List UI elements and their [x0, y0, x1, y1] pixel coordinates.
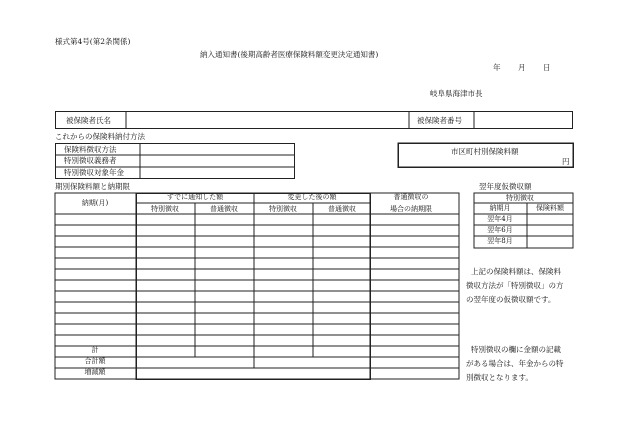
city-premium-unit: 円: [562, 157, 570, 166]
schedule-row-total: 計: [91, 346, 99, 354]
document-title: 納入通知書(後期高齢者医療保険料額変更決定通知書): [200, 50, 379, 59]
date-year: 年: [493, 63, 501, 72]
next-year-month: 翌年6月: [487, 226, 513, 234]
schedule-row-sum: 合計額: [84, 357, 106, 365]
next-year-col-month: 納期月: [489, 204, 511, 212]
note1-line: 上記の保険料額は、保険料: [471, 267, 561, 276]
schedule-title: 期別保険料額と納期限: [55, 182, 130, 191]
schedule-col-notified-normal: 普通徴収: [210, 205, 238, 213]
note2-line: がある場合は、年金からの特: [466, 359, 564, 368]
payment-method-row: 特別徴収義務者: [64, 156, 117, 165]
next-year-title: 翌年度仮徴収額: [479, 182, 532, 191]
note2-line: 別徴収となります。: [466, 373, 533, 382]
next-year-month: 翌年4月: [487, 215, 513, 223]
city-premium-label: 市区町村別保険料額: [451, 147, 519, 156]
issuer: 岐阜県海津市長: [430, 89, 483, 98]
note2-line: 特別徴収の欄に金額の記載: [471, 345, 561, 354]
schedule-col-changed: 変更した後の額: [287, 193, 337, 201]
schedule-col-changed-special: 特別徴収: [269, 205, 297, 213]
schedule-col-notified-special: 特別徴収: [151, 205, 179, 213]
schedule-row-diff: 増減額: [84, 368, 106, 376]
note1-line: の翌年度の仮徴収額です。: [466, 295, 556, 304]
date-month: 月: [518, 63, 526, 72]
insured-name-label: 被保険者氏名: [66, 116, 111, 125]
schedule-col-notified: すでに通知した額: [166, 193, 224, 201]
payment-method-row: 特別徴収対象年金: [64, 168, 124, 177]
payment-method-row: 保険料徴収方法: [64, 145, 117, 154]
schedule-col-deadline: 普通徴収の: [393, 193, 429, 201]
payment-method-title: これからの保険料納付方法: [55, 132, 145, 141]
next-year-col-amount: 保険料額: [536, 204, 564, 212]
next-year-header: 特別徴収: [506, 194, 534, 202]
note1-line: 徴収方法が「特別徴収」の方: [466, 281, 564, 290]
insured-number-label: 被保険者番号: [417, 116, 462, 125]
next-year-month: 翌年8月: [487, 237, 513, 245]
form-number: 様式第4号(第2条関係): [55, 37, 131, 46]
schedule-col-period: 納期(月): [81, 199, 109, 207]
schedule-col-deadline: 場合の納期限: [390, 205, 432, 213]
schedule-col-changed-normal: 普通徴収: [328, 205, 356, 213]
date-day: 日: [543, 63, 551, 72]
